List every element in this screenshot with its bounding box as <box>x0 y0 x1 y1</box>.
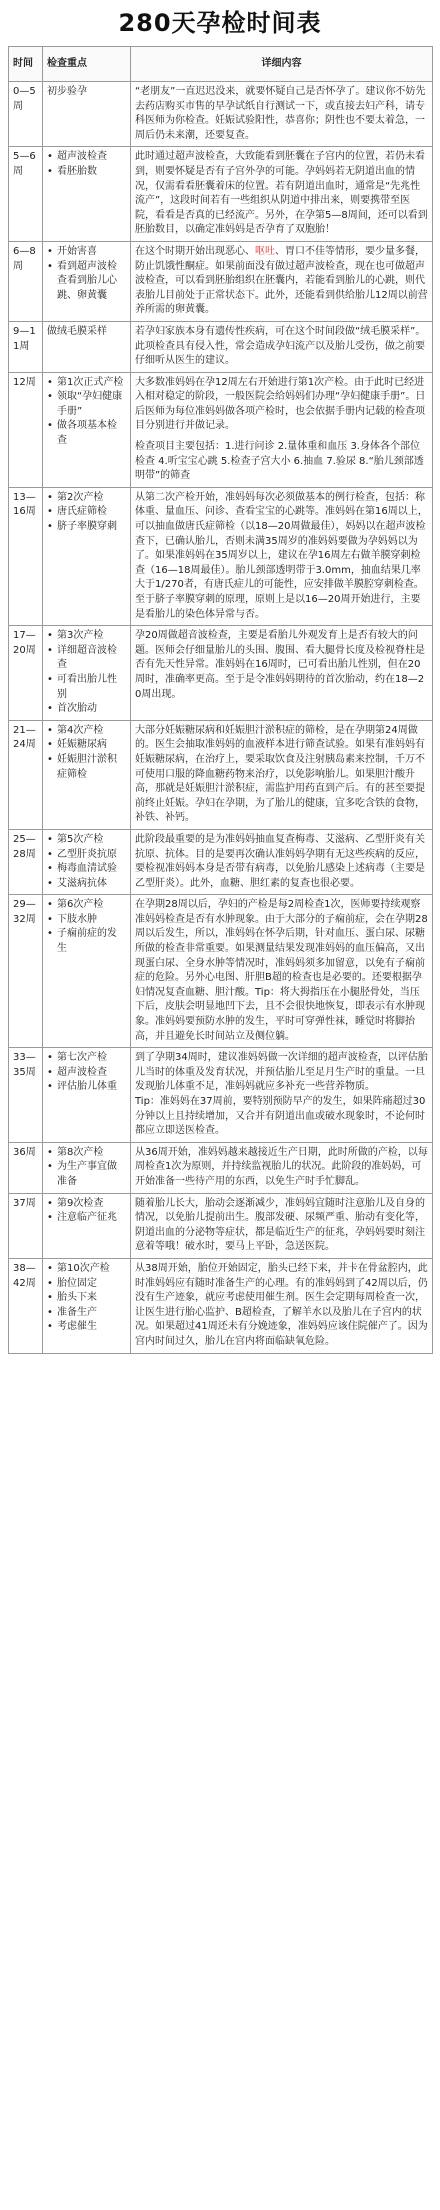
focus-item: • 准备生产 <box>47 1306 126 1321</box>
focus-item: • 注意临产征兆 <box>47 1211 126 1226</box>
focus-cell <box>43 626 131 721</box>
week-cell: 29—32周 <box>9 895 43 1048</box>
focus-item: • 第9次检查 <box>47 1197 126 1212</box>
focus-item: • 子痫前症的发生 <box>47 927 126 956</box>
focus-cell <box>43 1142 131 1193</box>
table-row <box>9 720 433 829</box>
detail-cell <box>131 1048 433 1143</box>
focus-cell <box>43 372 131 487</box>
detail-text: 在这个时期开始出现恶心、 <box>135 245 255 257</box>
table-row <box>9 1142 433 1193</box>
highlight-link[interactable]: 呕吐 <box>255 245 275 257</box>
focus-item: • 看到超声波检查看到胎儿心跳、卵黄囊 <box>47 260 126 304</box>
focus-cell <box>43 147 131 242</box>
focus-item: • 艾滋病抗体 <box>47 877 126 892</box>
focus-item: • 第8次产检 <box>47 1146 126 1161</box>
focus-cell <box>43 241 131 321</box>
header-detail: 详细内容 <box>131 47 433 82</box>
table-row <box>9 82 433 147</box>
detail-cell <box>131 372 433 487</box>
focus-item: • 第10次产检 <box>47 1262 126 1277</box>
focus-item: • 第3次产检 <box>47 629 126 644</box>
detail-text: 检查项目主要包括：1.进行问诊 2.量体重和血压 3.身体各个部位检查 4.听宝宝心跳 5.检查子宫大小 6.抽血 7.验尿 8.“胎儿颈部透明带”的筛查 <box>135 441 424 482</box>
focus-cell <box>43 895 131 1048</box>
week-cell: 13—16周 <box>9 487 43 625</box>
focus-item: • 做各项基本检查 <box>47 419 126 448</box>
detail-cell <box>131 241 433 321</box>
focus-cell <box>43 1193 131 1258</box>
focus-cell <box>43 487 131 625</box>
table-row <box>9 1258 433 1353</box>
focus-item: • 可看出胎儿性别 <box>47 673 126 702</box>
week-cell: 25—28周 <box>9 829 43 894</box>
focus-cell <box>43 1258 131 1353</box>
detail-text: 到了孕期34周时，建议准妈妈做一次详细的超声波检查，以评估胎儿当时的体重及发育状况，并预估胎儿至足月生产时的重量。一旦发现胎儿体重不足，准妈妈就应多补充一些营养物质。 <box>135 1052 428 1093</box>
detail-cell: 此时通过超声波检查，大致能看到胚囊在子宫内的位置，若仍未看到，则要怀疑是否有子宫外孕的可能。孕妈妈若无阴道出血的情况，仅需看看胚囊着床的位置。若有阴道出血时，通常是“先兆性流产”，这段时间若有一些组织从阴道中排出来，则要携带至医院，看看是否真的已经流产。另外，在孕第5—8周间，还可以看到胚胎数目，以确定准妈妈是否孕育了双胞胎！ <box>131 147 433 242</box>
detail-text: 、胃口不佳等情形，要少量多餐，防止饥饿性酮症。如果前面没有做过超声波检查，现在也可做超声波检查，可以看到胚胎组织在胚囊内，若能看到胎儿的心跳，则代表胎儿目前处于正常状态下。此外，还能看到供给胎儿12周以前营养所需的卵黄囊。 <box>135 245 428 316</box>
focus-item: • 超声波检查 <box>47 1066 126 1081</box>
week-cell: 9—11周 <box>9 321 43 372</box>
table-row <box>9 895 433 1048</box>
focus-item: • 第1次正式产检 <box>47 376 126 391</box>
week-cell: 17—20周 <box>9 626 43 721</box>
table-row <box>9 1193 433 1258</box>
header-week: 时间 <box>9 47 43 82</box>
focus-item: • 超声波检查 <box>47 150 126 165</box>
focus-item: • 下肢水肿 <box>47 913 126 928</box>
week-cell: 38—42周 <box>9 1258 43 1353</box>
table-row <box>9 487 433 625</box>
focus-item: • 第4次产检 <box>47 724 126 739</box>
focus-item: • 乙型肝炎抗原 <box>47 848 126 863</box>
week-cell: 21—24周 <box>9 720 43 829</box>
detail-text: Tip：准妈妈在37周前，要特别预防早产的发生，如果阵痛超过30分钟以上且持续增加，又合并有阴道出血或破水现象时，不论何时都应立即送医检查。 <box>135 1096 426 1137</box>
focus-item: • 胎位固定 <box>47 1277 126 1292</box>
focus-item: • 第6次产检 <box>47 898 126 913</box>
detail-cell: 从38周开始，胎位开始固定，胎头已经下来，并卡在骨盆腔内，此时准妈妈应有随时准备生产的心理。有的准妈妈到了42周以后，仍没有生产迹象，就应考虑使用催生剂。医生会定期每周检查一次，让医生进行胎心监护、B超检查，了解羊水以及胎儿在子宫内的状况。如果超过41周还未有分娩迹象，准妈妈应该住院催产了。因为宫内时间过久，胎儿在宫内将面临缺氧危险。 <box>131 1258 433 1353</box>
focus-cell <box>43 321 131 372</box>
week-cell: 0—5周 <box>9 82 43 147</box>
table-row <box>9 241 433 321</box>
detail-cell: 孕20周做超音波检查，主要是看胎儿外观发育上是否有较大的问题。医师会仔细量胎儿的头围、腹围、看大腿骨长度及检视脊柱是否有先天性异常。准妈妈在16周时，已可看出胎儿性别，但在20周时，准确率更高。至于是令准妈妈期待的首次胎动，约在18—20周出现。 <box>131 626 433 721</box>
focus-cell <box>43 82 131 147</box>
focus-item: • 唐氏症筛检 <box>47 505 126 520</box>
focus-item: 初步验孕 <box>47 86 87 97</box>
table-row <box>9 829 433 894</box>
focus-item: • 为生产事宜做准备 <box>47 1160 126 1189</box>
focus-item: • 考虑催生 <box>47 1320 126 1335</box>
table-row <box>9 372 433 487</box>
focus-item: • 梅毒血清试验 <box>47 862 126 877</box>
focus-item: • 领取“孕妇健康手册” <box>47 390 126 419</box>
focus-item: • 第5次产检 <box>47 833 126 848</box>
detail-cell: 此阶段最重要的是为准妈妈抽血复查梅毒、艾滋病、乙型肝炎有关抗原、抗体。目的是要再次确认准妈妈孕期有无这些疾病的反应，要检视准妈妈本身是否带有病毒，以免胎儿感染上述病毒（主要是乙型肝炎）。此外，血糖、胆红素的复查也很必要。 <box>131 829 433 894</box>
table-row <box>9 1048 433 1143</box>
focus-item: • 妊娠胆汁淤积症筛检 <box>47 753 126 782</box>
page-title: 280天孕检时间表 <box>118 9 322 37</box>
focus-cell <box>43 720 131 829</box>
table-row <box>9 626 433 721</box>
focus-item: • 详细超音波检查 <box>47 644 126 673</box>
week-cell: 33—35周 <box>9 1048 43 1143</box>
focus-cell <box>43 829 131 894</box>
checkup-schedule-table <box>8 46 433 1354</box>
focus-item: • 开始害喜 <box>47 245 126 260</box>
focus-item: • 看胚胎数 <box>47 165 126 180</box>
focus-item: • 评估胎儿体重 <box>47 1080 126 1095</box>
detail-cell: 从第二次产检开始，准妈妈每次必须做基本的例行检查，包括：称体重、量血压、问诊、查看宝宝的心跳等。准妈妈在第16周以上，可以抽血做唐氏症筛检（以18—20周做最佳），妈妈以在超声波检查下，已确认胎儿，否则未满35周岁的准妈妈要做为孕妈妈以为了。如果准妈妈在35周岁以上，建议在孕16周左右做羊膜穿刺检查（16—18周最佳）。胎儿颈部透明带于3.0mm，抽血结果几率大于1/270者，有唐氏症儿的可能性，应安排做羊膜腔穿刺检查。至于脐子率膜穿刺的原理，原则上是以16—20周开始进行，主要是看胎儿的染色体异常与否。 <box>131 487 433 625</box>
week-cell: 12周 <box>9 372 43 487</box>
focus-cell <box>43 1048 131 1143</box>
detail-cell: 在孕期28周以后，孕妇的产检是每2周检查1次，医师要持续观察准妈妈检查是否有水肿现象。由于大部分的子痫前症，会在孕期28周以后发生，所以，准妈妈在怀孕后期，针对血压、蛋白尿、尿糖所做的检查非常重要。如果测量结果发现准妈妈的血压偏高，又出现蛋白尿、全身水肿等情况时，准妈妈须多加留意，以免有子痫前症的危险。另外心电图、肝胆B超的检查也是必要的。还要根据孕妇情况复查血糖、胆汁酸。Tip：将大拇指压在小腿胫骨处，当压下后，皮肤会明显地凹下去，且不会很快地恢复，即表示有水肿现象。准妈妈要预防水肿的发生，平时可穿弹性袜，睡觉时将脚抬高，并且避免长时间站立及侧位躺。 <box>131 895 433 1048</box>
detail-cell: “老朋友”一直迟迟没来，就要怀疑自己是否怀孕了。建议你不妨先去药店购买市售的早孕试纸自行测试一下，或直接去妇产科，请专科医师为你检查。妊娠试验阳性，恭喜你；阴性也不要太着急，一周后仍未来潮，还要复查。 <box>131 82 433 147</box>
week-cell: 5—6周 <box>9 147 43 242</box>
table-row <box>9 147 433 242</box>
table-row <box>9 321 433 372</box>
focus-item: • 第2次产检 <box>47 491 126 506</box>
detail-text: 大多数准妈妈在孕12周左右开始进行第1次产检。由于此时已经进入相对稳定的阶段，一般医院会给妈妈们办理“孕妇健康手册”。日后医师为每位准妈妈做各项产检时，也会依据手册内记载的检查项目分别进行并做记录。 <box>135 376 426 432</box>
detail-cell: 大部分妊娠糖尿病和妊娠胆汁淤积症的筛检，是在孕期第24周做的。医生会抽取准妈妈的血液样本进行筛查试验。如果有准妈妈有妊娠糖尿病，在治疗上，要采取饮食及注射胰岛素来控制，千万不可使用口服的降血糖药物来治疗，以免影响胎儿。如果胆汁酸升高，那就是妊娠胆汁淤积症，需监护用药直到产后。有的甚至要提前终止妊娠。孕妇在孕期，为了胎儿的健康，宜多吃含铁的食物，补铁、补钙。 <box>131 720 433 829</box>
detail-cell: 若孕妇家族本身有遗传性疾病，可在这个时间段做“绒毛膜采样”。此项检查具有侵入性，常会造成孕妇流产以及胎儿受伤，做之前要仔细听从医生的建议。 <box>131 321 433 372</box>
focus-item: • 脐子率膜穿刺 <box>47 520 126 535</box>
week-cell: 37周 <box>9 1193 43 1258</box>
detail-cell: 随着胎儿长大，胎动会逐渐减少，准妈妈宜随时注意胎儿及自身的情况，以免胎儿提前出生。腹部发硬、尿频严重、胎动有变化等，阴道出血的分泌物等症状，都是临近生产的征兆，孕妈妈要时刻注意着等哦！破水时，要马上平卧，急送医院。 <box>131 1193 433 1258</box>
table-header-row <box>9 47 433 82</box>
header-focus: 检查重点 <box>43 47 131 82</box>
detail-cell: 从36周开始，准妈妈越来越接近生产日期，此时所做的产检，以每周检查1次为原则，并持续监视胎儿的状况。此阶段的准妈妈，可开始准备一些待产用的东西，以免生产时手忙脚乱。 <box>131 1142 433 1193</box>
focus-item: • 首次胎动 <box>47 702 126 717</box>
week-cell: 6—8周 <box>9 241 43 321</box>
focus-item: • 胎头下来 <box>47 1291 126 1306</box>
focus-item: • 妊娠糖尿病 <box>47 738 126 753</box>
focus-item: 做绒毛膜采样 <box>47 325 107 337</box>
week-cell: 36周 <box>9 1142 43 1193</box>
focus-item: • 第七次产检 <box>47 1051 126 1066</box>
